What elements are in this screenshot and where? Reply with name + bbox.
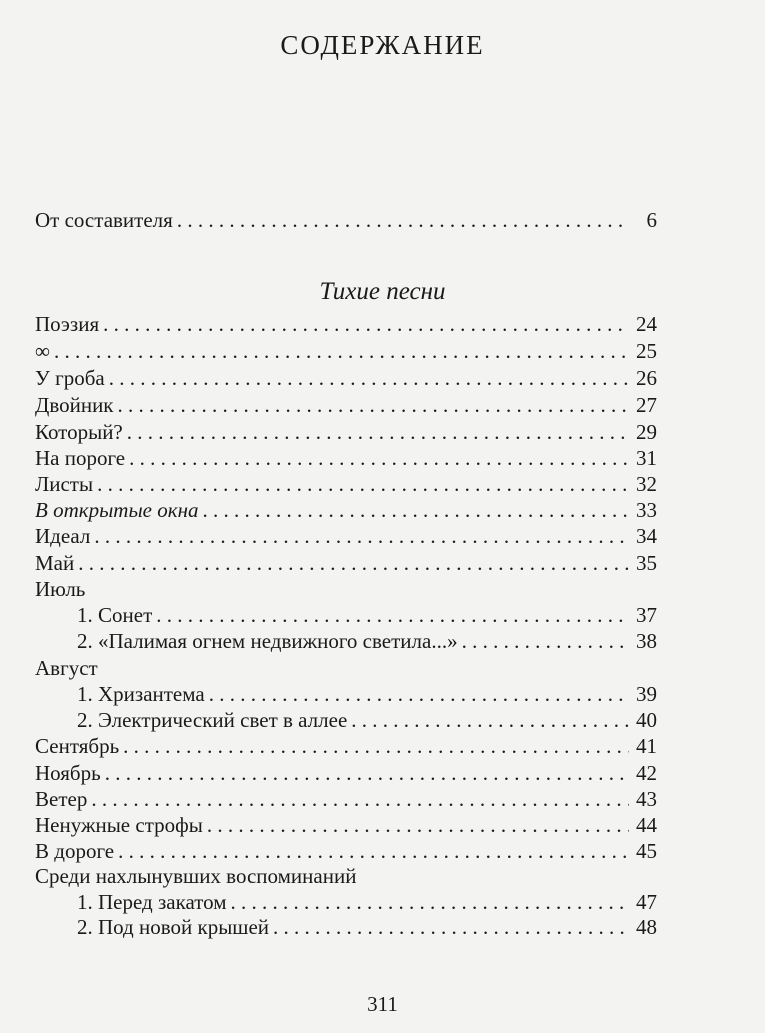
toc-subentry [77, 913, 657, 941]
dot-leader [351, 706, 629, 734]
toc-page-number: 29 [636, 420, 657, 444]
toc-entry [35, 522, 657, 550]
toc-entry [35, 337, 657, 365]
toc-entry-label: В дороге [35, 839, 115, 863]
section-title: Тихие песни [319, 278, 446, 305]
toc-entry [35, 310, 657, 338]
toc-entry-preface [35, 206, 657, 234]
toc-page-number: 32 [636, 472, 657, 496]
toc-page-number: 42 [636, 761, 657, 785]
toc-entry [35, 418, 657, 446]
toc-page-number: 33 [636, 498, 657, 522]
dot-leader [127, 418, 629, 446]
toc-entry [35, 732, 657, 760]
toc-subentry [77, 627, 657, 655]
toc-entry [35, 785, 657, 813]
dot-leader [177, 206, 629, 234]
toc-page-number: 25 [636, 339, 657, 363]
toc-entry [35, 496, 657, 524]
dot-leader [78, 549, 629, 577]
dot-leader [109, 364, 629, 392]
toc-entry-label: Который? [35, 420, 123, 444]
toc-group-heading [35, 862, 657, 890]
toc-entry-label: Май [35, 551, 75, 575]
dot-leader [123, 732, 629, 760]
toc-group-heading [35, 575, 657, 603]
dot-leader [91, 785, 629, 813]
toc-entry-label: Ноябрь [35, 761, 101, 785]
toc-entry [35, 549, 657, 577]
toc-entry-label: Идеал [35, 524, 91, 548]
toc-entry-label: 1. Сонет [77, 603, 153, 627]
dot-leader [103, 310, 629, 338]
toc-page-number: 24 [636, 312, 657, 336]
toc-entry-label: У гроба [35, 366, 105, 390]
dot-leader [156, 601, 629, 629]
dot-leader [129, 444, 629, 472]
toc-subentry [77, 888, 657, 916]
toc-entry-label: Август [35, 656, 98, 680]
toc-page-number: 27 [636, 393, 657, 417]
toc-entry-label: ∞ [35, 339, 50, 363]
toc-page-number: 48 [636, 915, 657, 939]
contents-heading: СОДЕРЖАНИЕ [280, 30, 485, 60]
toc-entry-label: От составителя [35, 208, 173, 232]
toc-page-number: 44 [636, 813, 657, 837]
toc-page-number: 6 [646, 208, 657, 232]
dot-leader [203, 496, 630, 524]
toc-subentry [77, 706, 657, 734]
dot-leader [207, 811, 629, 839]
toc-entry-label: Поэзия [35, 312, 100, 336]
toc-page-number: 38 [636, 629, 657, 653]
toc-entry [35, 364, 657, 392]
toc-entry-label: 2. Электрический свет в аллее [77, 708, 348, 732]
toc-entry-label: 2. Под новой крышей [77, 915, 270, 939]
dot-leader [209, 680, 629, 708]
toc-subentry [77, 601, 657, 629]
toc-group-heading [35, 654, 657, 682]
toc-entry-label: 1. Хризантема [77, 682, 205, 706]
toc-entry-label: Ненужные строфы [35, 813, 203, 837]
dot-leader [273, 913, 629, 941]
dot-leader [94, 522, 629, 550]
dot-leader [118, 391, 629, 419]
dot-leader [231, 888, 629, 916]
toc-entry-label: 1. Перед закатом [77, 890, 227, 914]
page-number: 311 [367, 992, 398, 1016]
toc-page-number: 41 [636, 734, 657, 758]
toc-page-number: 26 [636, 366, 657, 390]
toc-page-number: 34 [636, 524, 657, 548]
toc-page-number: 35 [636, 551, 657, 575]
dot-leader [105, 759, 629, 787]
toc-subentry [77, 680, 657, 708]
toc-page-number: 39 [636, 682, 657, 706]
dot-leader [462, 627, 629, 655]
toc-page-number: 37 [636, 603, 657, 627]
toc-page-number: 31 [636, 446, 657, 470]
toc-page-number: 45 [636, 839, 657, 863]
toc-entry [35, 470, 657, 498]
toc-entry-label: Листы [35, 472, 94, 496]
toc-entry [35, 811, 657, 839]
dot-leader [118, 837, 629, 865]
toc-entry-label: 2. «Палимая огнем недвижного светила...» [77, 629, 458, 653]
toc-entry-label: Среди нахлынувших воспоминаний [35, 864, 357, 888]
toc-page-number: 43 [636, 787, 657, 811]
toc-entry [35, 391, 657, 419]
toc-entry [35, 837, 657, 865]
toc-entry [35, 759, 657, 787]
toc-entry-label: Сентябрь [35, 734, 120, 758]
dot-leader [54, 337, 629, 365]
toc-entry-label: В открытые окна [35, 498, 199, 522]
toc-entry-label: Ветер [35, 787, 88, 811]
toc-page-number: 47 [636, 890, 657, 914]
toc-page-number: 40 [636, 708, 657, 732]
dot-leader [97, 470, 629, 498]
toc-entry-label: Июль [35, 577, 86, 601]
toc-entry [35, 444, 657, 472]
toc-entry-label: На пороге [35, 446, 126, 470]
toc-entry-label: Двойник [35, 393, 114, 417]
